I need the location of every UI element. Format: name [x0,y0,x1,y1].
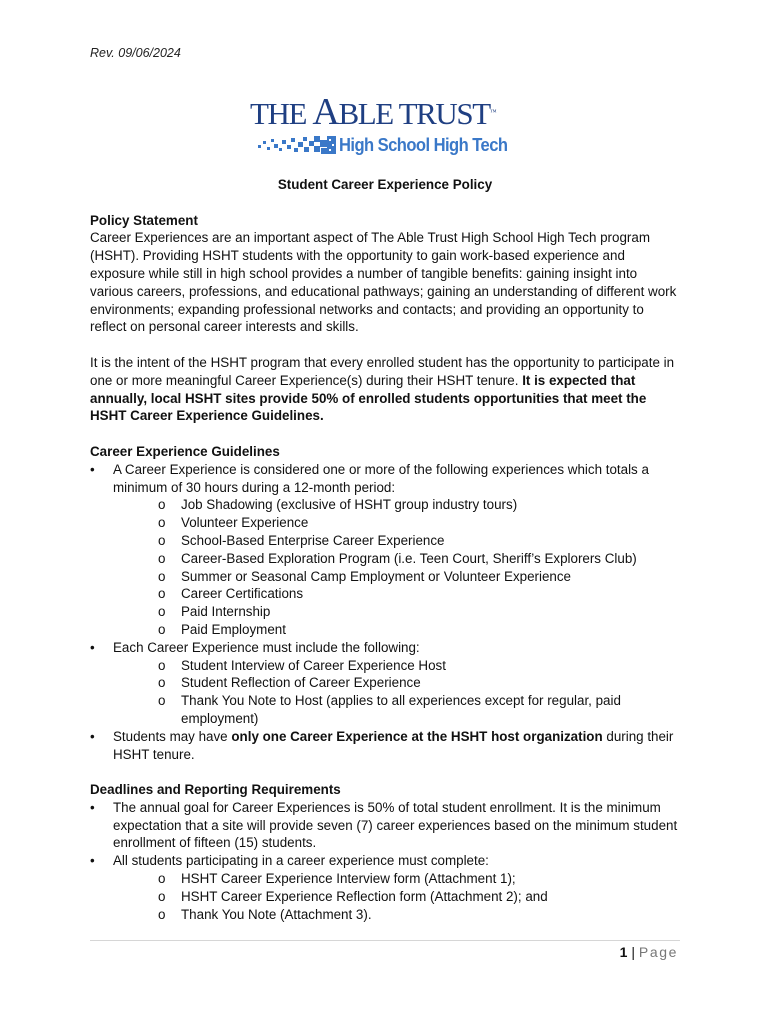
logo-hsht-text: High School High Tech [339,134,508,155]
sub-bullet-icon: o [158,604,166,620]
list-item: o Thank You Note to Host (applies to all experiences except for regular, paid employment) [158,693,621,726]
logo-wordmark: THE ABLE TRUST™ [250,91,497,133]
policy-paragraph-2: It is the intent of the HSHT program that every enrolled student has the opportunity to participate in one or more meaningful Career Experience(s) during their HSHT tenure. It is expected that annually, local HSHT sites provide 50% of enrolled students opportunities that meet the HSHT Career Experience Guidelines. [90,354,675,424]
list-item: o Volunteer Experience [158,515,309,531]
list-item: o Student Interview of Career Experience Host [158,657,446,673]
attachments-list [113,870,680,923]
sub-bullet-icon: o [158,515,166,531]
footer-divider [90,940,680,941]
policy-paragraph-1: Career Experiences are an important aspect of The Able Trust High School High Tech program (HSHT). Providing HSHT students with the opportunity to gain work-based experience and exposure while still in high school provides a number of tangible benefits: gaining insight into various careers, professions, and educational pathways; gaining an understanding of different work environments; expanding professional networks and contacts; and providing an opportunity to reflect on personal career interests and skills. [90,230,677,335]
list-item: o Paid Internship [158,604,271,620]
page-footer: 1 | Page [619,944,678,960]
revision-date: Rev. 09/06/2024 [90,46,181,60]
list-item: o Paid Employment [158,621,286,637]
sub-bullet-icon: o [158,675,166,691]
list-item: • The annual goal for Career Experiences is 50% of total student enrollment. It is the minimum expectation that a site will provide seven (7) career experiences based on the minimum student enrollment of fifteen (15) students. [90,799,678,851]
list-item: o HSHT Career Experience Interview form (Attachment 1); [158,871,516,887]
list-item: • A Career Experience is considered one or more of the following experiences which totals a minimum of 30 hours during a 12-month period: o Job Shadowing (exclusive of HSHT group industry tours) o Volunteer Experience o School-Based Enterprise Career Experience o Career-Based Exploration Program (i.e. Teen Court, Sheriff’s Explorers Club) o Summer or Seasonal Camp Employment or Volunteer Experience o Career Certifications o Paid Internship o Paid Employment [90,461,680,639]
list-item: o Career-Based Exploration Program (i.e. Teen Court, Sheriff’s Explorers Club) [158,550,637,566]
sub-bullet-icon: o [158,657,166,673]
list-item: o HSHT Career Experience Reflection form (Attachment 2); and [158,888,548,904]
guidelines-list [90,461,680,764]
logo-subline [258,134,522,156]
list-item: o Student Reflection of Career Experience [158,675,421,691]
list-item: o School-Based Enterprise Career Experience [158,532,445,548]
sub-bullet-icon: o [158,568,166,584]
bullet-icon: • [90,639,95,655]
guidelines-heading: Career Experience Guidelines [90,443,280,459]
list-item: • All students participating in a career experience must complete: o HSHT Career Experience Interview form (Attachment 1); o HSHT Career Experience Reflection form (Attachment 2); and o Thank You Note (Attachment 3). [90,852,680,923]
bullet-icon: • [90,461,95,477]
page-number: 1 [619,944,628,960]
sub-bullet-icon: o [158,586,166,602]
able-trust-hsht-logo [250,91,520,162]
document-title: Student Career Experience Policy [277,177,493,192]
sub-bullet-icon: o [158,871,166,887]
list-item: o Thank You Note (Attachment 3). [158,906,372,922]
sub-bullet-icon: o [158,532,166,548]
sub-bullet-icon: o [158,693,166,709]
document-body [90,176,680,923]
list-item: • Each Career Experience must include the following: o Student Interview of Career Experience Host o Student Reflection of Career Experience o Thank You Note to Host (applies to all experiences except for regular, paid employment) [90,639,680,728]
sub-bullet-icon: o [158,550,166,566]
sub-bullet-icon: o [158,621,166,637]
bullet-icon: • [90,853,95,869]
list-item: o Job Shadowing (exclusive of HSHT group industry tours) [158,497,518,513]
list-item: • Students may have only one Career Experience at the HSHT host organization during their HSHT tenure. [90,728,674,762]
deadlines-heading: Deadlines and Reporting Requirements [90,782,341,798]
list-item: o Career Certifications [158,586,304,602]
sub-bullet-icon: o [158,888,166,904]
requirements-list [113,657,680,728]
deadlines-list [90,799,680,924]
pixel-pattern-icon [258,136,336,154]
page-label: Page [638,944,678,960]
list-item: o Summer or Seasonal Camp Employment or Volunteer Experience [158,568,572,584]
policy-statement-heading: Policy Statement [90,212,198,228]
sub-bullet-icon: o [158,497,166,513]
bullet-icon: • [90,799,95,815]
sub-bullet-icon: o [158,906,166,922]
bullet-icon: • [90,728,95,744]
experience-types-list [113,496,680,638]
